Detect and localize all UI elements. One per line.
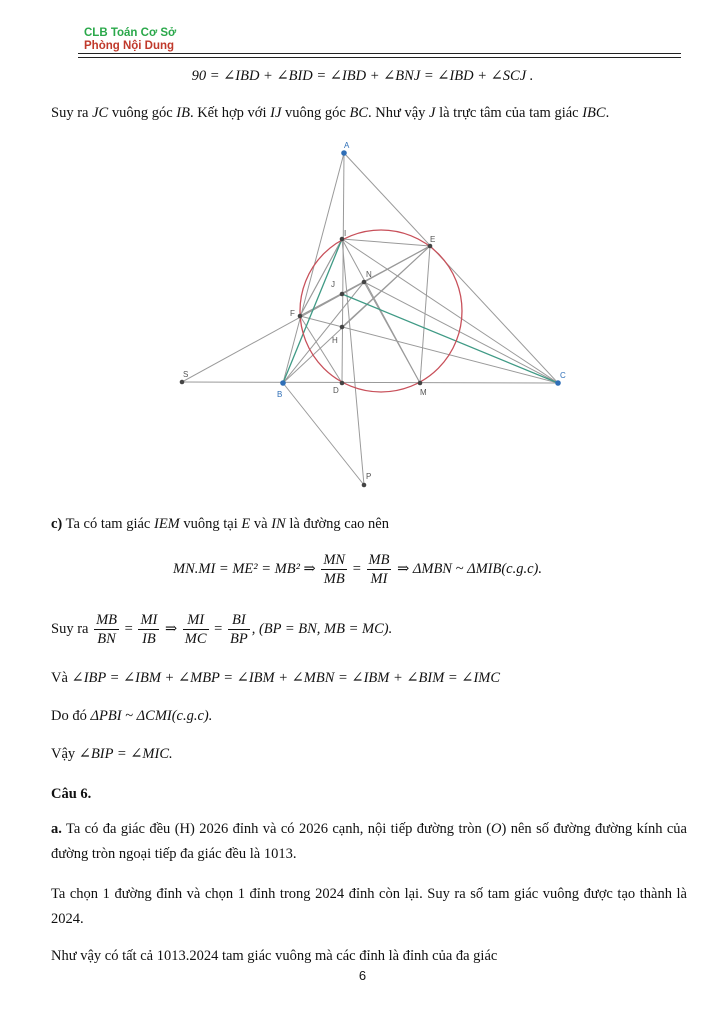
label-A: A [344,141,350,150]
label-F: F [290,309,295,318]
paragraph-right-triangles-per-diameter: Ta chọn 1 đường đỉnh và chọn 1 đỉnh trong 2024 đỉnh còn lại. Suy ra số tam giác vuông được tạo thành là 2024. [51,886,687,927]
orthocenter-conclusion: Suy ra JC vuông góc IB. Kết hợp với IJ vuông góc BC. Như vậy J là trực tâm của tam giác IBC. [51,105,610,121]
equation-angle-ibp: Và ∠IBP = ∠IBM + ∠MBP = ∠IBM + ∠MBN = ∠IBM + ∠BIM = ∠IMC [51,670,501,686]
label-C: C [560,371,566,380]
label-D: D [333,386,339,395]
label-M: M [420,388,427,397]
part-c-intro: c) Ta có tam giác IEM vuông tại E và IN là đường cao nên [51,516,389,532]
part-a-paragraph: a. Ta có đa giác đều (H) 2026 đỉnh và có 2026 cạnh, nội tiếp đường tròn (O) nên số đường đường kính của đường tròn ngoại tiếp đa giác đều là 1013. [51,821,687,862]
label-H: H [332,336,338,345]
header-club: CLB Toán Cơ Sở [84,27,177,39]
equation-similar-mbn-mib: MN.MI = ME² = MB² ⇒ $\frac{MN}{MB}$ = $\frac{MB}{MI}$ ⇒ ΔMBN ~ ΔMIB(c.g.c). [173,552,542,587]
equation-ratio-chain: Suy ra $\frac{MB}{BN}$ = $\frac{MI}{IB}$ ⇒ $\frac{MI}{MC}$ = $\frac{BI}{BP}$ , (BP = BN, MB = MC). [51,612,393,647]
label-S: S [183,370,189,379]
label-I: I [344,229,347,238]
header-department: Phòng Nội Dung [84,40,175,52]
paragraph-total-right-triangles: Như vậy có tất cả 1013.2024 tam giác vuông mà các đỉnh là đỉnh của đa giác [51,948,498,964]
equation-similar-pbi-cmi: Do đó ΔPBI ~ ΔCMI(c.g.c). [51,708,213,724]
label-P: P [366,472,372,481]
conclusion-angle-equality: Vậy ∠BIP = ∠MIC. [51,746,173,762]
page-number: 6 [358,968,367,983]
equation-angle-sum: 90 = ∠IBD + ∠BID = ∠IBD + ∠BNJ = ∠IBD + ∠SCJ . [191,68,534,84]
label-B: B [277,390,283,399]
question-6-heading: Câu 6. [51,786,92,802]
label-E: E [430,235,436,244]
label-J: J [331,280,335,289]
label-N: N [366,270,372,279]
